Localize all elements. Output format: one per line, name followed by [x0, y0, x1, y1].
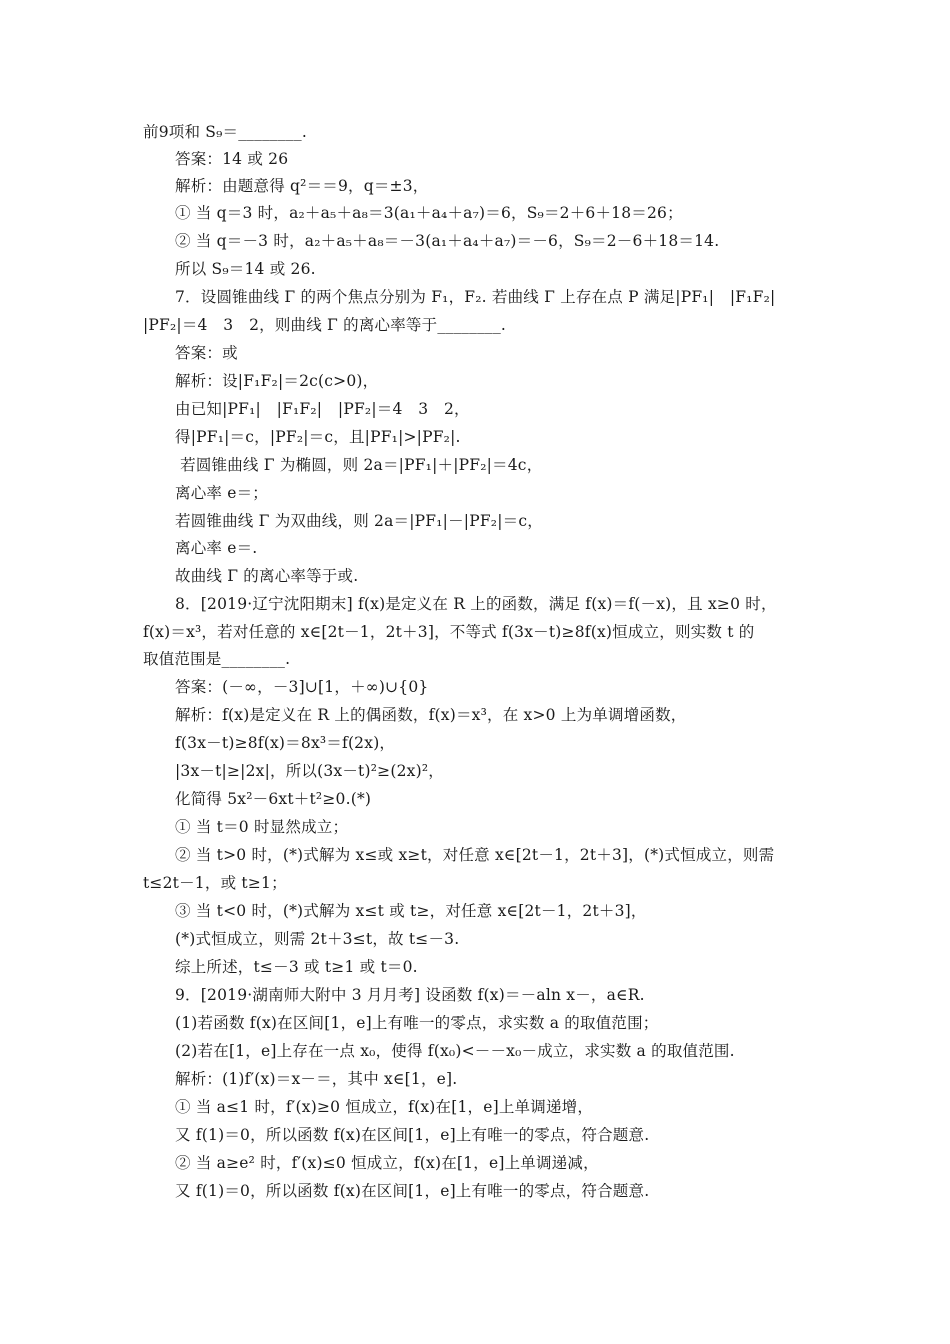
text-line: ② 当 a≥e² 时，f′(x)≤0 恒成立，f(x)在[1，e]上单调递减， — [175, 1154, 599, 1172]
text-line: f(x)＝x³，若对任意的 x∈[2t－1，2t＋3]，不等式 f(3x－t)≥8f(x)恒成立，则实数 t 的 — [143, 623, 755, 641]
text-line: ① 当 t＝0 时显然成立； — [175, 818, 349, 836]
text-line: (*)式恒成立，则需 2t＋3≤t，故 t≤－3. — [175, 930, 460, 948]
text-line: 答案：(－∞，－3]∪[1，＋∞)∪{0} — [175, 678, 429, 696]
text-line: |PF₂|＝4 3 2，则曲线 Γ 的离心率等于________. — [143, 316, 507, 334]
text-line: 8．[2019·辽宁沈阳期末] f(x)是定义在 R 上的函数，满足 f(x)＝f(－x)，且 x≥0 时， — [175, 595, 777, 613]
text-line: 综上所述，t≤－3 或 t≥1 或 t＝0. — [175, 958, 418, 976]
text-line: ③ 当 t<0 时，(*)式解为 x≤t 或 t≥，对任意 x∈[2t－1，2t＋3]， — [175, 902, 647, 920]
text-line: ② 当 t>0 时，(*)式解为 x≤或 x≥t，对任意 x∈[2t－1，2t＋3]，(*)式恒成立，则需 — [175, 846, 775, 864]
text-line: 7．设圆锥曲线 Γ 的两个焦点分别为 F₁，F₂. 若曲线 Γ 上存在点 P 满足|PF₁| |F₁F₂| — [175, 288, 776, 306]
text-line: 解析：(1)f′(x)＝x－＝，其中 x∈[1，e]. — [175, 1070, 458, 1088]
text-line: 得|PF₁|＝c，|PF₂|＝c，且|PF₁|>|PF₂|. — [175, 428, 461, 446]
text-line: f(3x－t)≥8f(x)＝8x³＝f(2x)， — [175, 734, 396, 752]
text-line: 离心率 e＝； — [175, 484, 269, 502]
text-line: |3x－t|≥|2x|，所以(3x－t)²≥(2x)²， — [175, 762, 444, 780]
text-line: 9．[2019·湖南师大附中 3 月月考] 设函数 f(x)＝－aln x－，a∈R. — [175, 986, 645, 1004]
text-line: (1)若函数 f(x)在区间[1，e]上有唯一的零点，求实数 a 的取值范围； — [175, 1014, 659, 1032]
text-line: 答案：或 — [175, 344, 238, 362]
text-line: 又 f(1)＝0，所以函数 f(x)在区间[1，e]上有唯一的零点，符合题意. — [175, 1126, 650, 1144]
text-line: (2)若在[1，e]上存在一点 x₀，使得 f(x₀)<－－x₀－成立，求实数 a 的取值范围. — [175, 1042, 735, 1060]
text-line: ① 当 a≤1 时，f′(x)≥0 恒成立，f(x)在[1，e]上单调递增， — [175, 1098, 594, 1116]
text-line: 解析：设|F₁F₂|＝2c(c>0)， — [175, 372, 379, 390]
text-line: 解析：f(x)是定义在 R 上的偶函数，f(x)＝x³，在 x>0 上为单调增函数， — [175, 706, 687, 724]
text-line: ① 当 q＝3 时，a₂＋a₅＋a₈＝3(a₁＋a₄＋a₇)＝6，S₉＝2＋6＋18＝26； — [175, 204, 683, 222]
text-line: ② 当 q＝－3 时，a₂＋a₅＋a₈＝－3(a₁＋a₄＋a₇)＝－6，S₉＝2－6＋18＝14. — [175, 232, 720, 250]
text-line: 前9项和 S₉＝________. — [143, 123, 307, 141]
text-line: 离心率 e＝. — [175, 539, 258, 557]
text-line: 若圆锥曲线 Γ 为椭圆，则 2a＝|PF₁|＋|PF₂|＝4c， — [175, 456, 543, 474]
text-line: t≤2t－1，或 t≥1； — [143, 874, 287, 892]
text-line: 取值范围是________. — [143, 650, 291, 668]
text-line: 答案：14 或 26 — [175, 150, 289, 168]
text-line: 又 f(1)＝0，所以函数 f(x)在区间[1，e]上有唯一的零点，符合题意. — [175, 1182, 650, 1200]
text-line: 若圆锥曲线 Γ 为双曲线，则 2a＝|PF₁|－|PF₂|＝c， — [175, 512, 543, 530]
text-line: 故曲线 Γ 的离心率等于或. — [175, 567, 359, 585]
text-line: 化简得 5x²－6xt＋t²≥0.(*) — [175, 790, 372, 808]
text-line: 解析：由题意得 q²＝＝9，q＝±3， — [175, 177, 429, 195]
text-line: 由已知|PF₁| |F₁F₂| |PF₂|＝4 3 2， — [175, 400, 470, 418]
text-line: 所以 S₉＝14 或 26. — [175, 260, 316, 278]
